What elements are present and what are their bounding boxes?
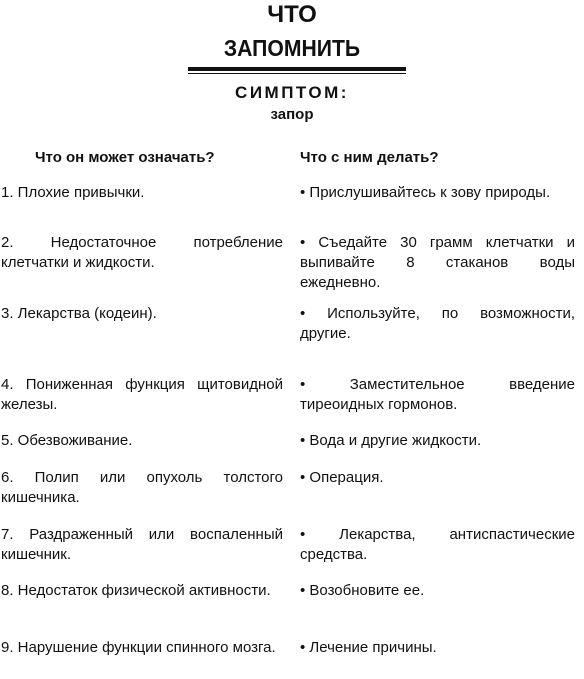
title-rule-thick: [188, 67, 406, 71]
action-cell: • Съедайте 30 грамм клетчатки и выпивайте 8 стаканов воды ежедневно.: [300, 234, 575, 291]
cause-cell: 3. Лекарства (кодеин).: [1, 305, 157, 322]
cause-cell: 9. Нарушение функции спинного мозга.: [1, 639, 276, 656]
cause-cell: 6. Полип или опухоль толстого кишечника.: [1, 469, 283, 506]
symptom-name: запор: [270, 106, 314, 123]
cause-cell: 1. Плохие привычки.: [1, 184, 145, 201]
action-cell: • Возобновите ее.: [300, 582, 425, 599]
action-cell: • Лекарства, антиспастические средства.: [300, 526, 575, 563]
action-cell: • Операция.: [300, 469, 384, 486]
action-cell: • Прислушивайтесь к зову природы.: [300, 184, 551, 201]
column-header-actions: Что с ним делать?: [300, 149, 439, 166]
action-cell: • Вода и другие жидкости.: [300, 432, 482, 449]
action-cell: • Заместительное введение тиреоидных гормонов.: [300, 376, 575, 413]
symptom-label: СИМПТОМ:: [235, 83, 349, 102]
cause-cell: 5. Обезвоживание.: [1, 432, 133, 449]
title-line-2: [0, 34, 584, 62]
action-cell: • Лечение причины.: [300, 639, 437, 656]
cause-cell: 2. Недостаточное потребление клетчатки и жидкости.: [1, 234, 283, 271]
column-header-causes: Что он может означать?: [35, 149, 215, 166]
cause-cell: 7. Раздраженный или воспаленный кишечник.: [1, 526, 283, 563]
cause-cell: 4. Пониженная функция щитовидной железы.: [1, 376, 283, 413]
cause-cell: 8. Недостаток физической активности.: [1, 582, 271, 599]
title-line-1: ЧТО: [267, 1, 317, 28]
title-line-2-text: ЗАПОМНИТЬ: [223, 35, 361, 61]
action-cell: • Используйте, по возможности, другие.: [300, 305, 575, 342]
title-rule-thin: [188, 73, 406, 74]
